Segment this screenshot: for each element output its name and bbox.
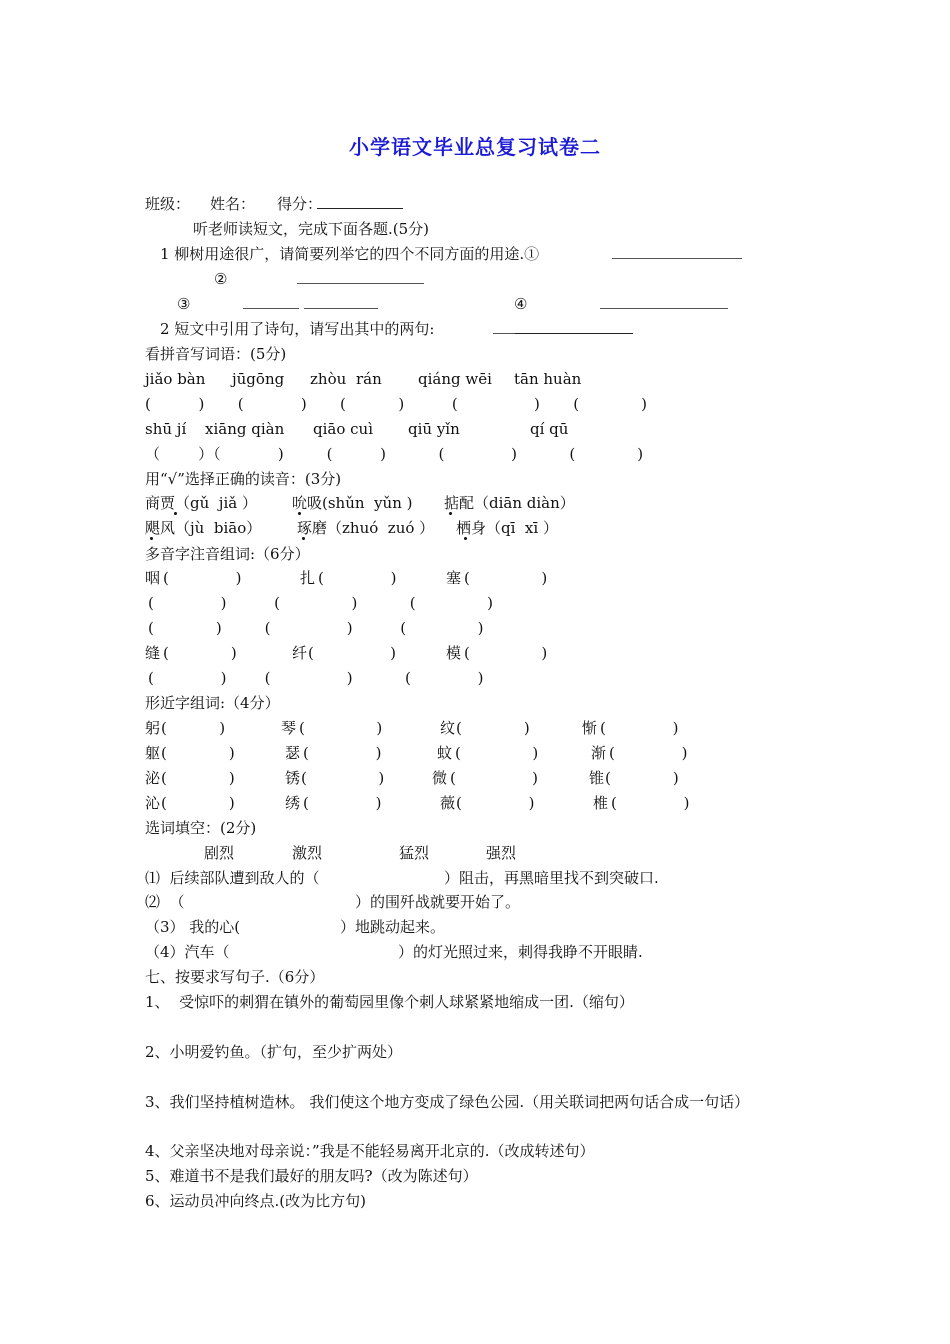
polyphone-char: 缝 <box>145 644 161 662</box>
word-option: 强烈 <box>486 844 517 862</box>
fill-item-3-start: （3） 我的心( <box>145 918 241 936</box>
polyphone-char: 模 <box>446 644 462 662</box>
rewrite-item-6: 6、运动员冲向终点.(改为比方句) <box>145 1192 367 1210</box>
s3-heading: 用“√”选择正确的读音：(3分) <box>145 470 342 488</box>
word-option: 猛烈 <box>399 844 430 862</box>
score-blank[interactable] <box>317 194 403 214</box>
answer-paren[interactable]: ( ) <box>456 794 535 812</box>
s1-marker-4: ④ <box>514 295 528 313</box>
answer-paren[interactable]: ( ) <box>456 719 530 737</box>
rewrite-item-2: 2、小明爱钓鱼。（扩句，至少扩两处） <box>145 1043 403 1061</box>
pinyin-8: xiāng qiàn <box>205 420 285 438</box>
s1-marker-2: ② <box>214 270 228 288</box>
s2-heading: 看拼音写词语：(5分) <box>145 345 287 363</box>
word-option: 剧烈 <box>204 844 235 862</box>
answer-paren[interactable]: ( ) <box>161 769 235 787</box>
reading-item[interactable]: 飓风（jù biāo） <box>145 519 262 537</box>
pinyin-4: rán <box>356 370 382 388</box>
pinyin-7: shū jí <box>145 420 187 438</box>
answer-row[interactable]: ( ) ( ) ( ) <box>148 619 484 637</box>
score-label: 得分： <box>277 195 323 213</box>
emphasis-dot <box>449 512 452 515</box>
answer-paren[interactable]: ( ) <box>301 769 385 787</box>
polyphone-char: 咽 <box>145 569 161 587</box>
emphasis-dot <box>298 512 301 515</box>
emphasis-dot <box>174 512 177 515</box>
fill-item-4-end: ）的灯光照过来，刺得我睁不开眼睛. <box>398 943 643 961</box>
pinyin-5: qiáng wēi <box>418 370 492 388</box>
similar-char: 瑟 <box>285 744 301 762</box>
rewrite-item-1: 1、 受惊吓的刺猬在镇外的葡萄园里像个刺人球紧紧地缩成一团.（缩句） <box>145 993 634 1011</box>
similar-char: 锈 <box>285 769 301 787</box>
pinyin-3: zhòu <box>310 370 347 388</box>
s5-heading: 形近字组词:（4分） <box>145 694 280 712</box>
similar-char: 绣 <box>285 794 301 812</box>
name-label: 姓名： <box>210 195 256 213</box>
answer-paren[interactable]: ( ) <box>163 644 237 662</box>
s4-heading: 多音字注音组词:（6分） <box>145 545 310 563</box>
polyphone-char: 纤 <box>292 644 308 662</box>
similar-char: 泌 <box>145 769 161 787</box>
answer-paren[interactable]: ( ) <box>464 569 548 587</box>
answer-paren[interactable]: ( ) <box>308 644 396 662</box>
rewrite-item-5: 5、难道书不是我们最好的朋友吗?（改为陈述句） <box>145 1167 478 1185</box>
fill-item-4-start: （4）汽车（ <box>145 943 230 961</box>
reading-item[interactable]: 琢磨（zhuó zuó ） <box>297 519 435 537</box>
s1-answer1-blank[interactable] <box>612 244 742 264</box>
emphasis-dot <box>302 537 305 540</box>
similar-char: 渐 <box>591 744 607 762</box>
answer-row[interactable]: ( ) ( ) ( ) <box>148 594 494 612</box>
pinyin-11: qí qū <box>530 420 569 438</box>
answer-paren[interactable]: ( ) <box>600 719 679 737</box>
similar-char: 躬 <box>145 719 161 737</box>
answer-paren[interactable]: ( ) <box>450 769 538 787</box>
similar-char: 椎 <box>593 794 609 812</box>
polyphone-char: 塞 <box>446 569 462 587</box>
class-label: 班级： <box>145 195 191 213</box>
s6-heading: 选词填空：(2分) <box>145 819 257 837</box>
emphasis-dot <box>464 537 467 540</box>
similar-char: 薇 <box>440 794 456 812</box>
s7-heading: 七、按要求写句子.（6分） <box>145 968 325 986</box>
answer-paren[interactable]: ( ) <box>161 794 235 812</box>
similar-char: 躯 <box>145 744 161 762</box>
similar-char: 纹 <box>440 719 456 737</box>
answer-paren[interactable]: ( ) <box>303 794 382 812</box>
answer-paren[interactable]: ( ) <box>611 794 690 812</box>
s1-intro: 听老师读短文，完成下面各题.(5分) <box>193 220 430 238</box>
answer-paren[interactable]: ( ) <box>163 569 242 587</box>
similar-char: 锥 <box>589 769 605 787</box>
answer-paren[interactable]: ( ) <box>455 744 539 762</box>
answer-paren[interactable]: ( ) <box>299 719 383 737</box>
s1-q2: 2 短文中引用了诗句，请写出其中的两句: <box>160 320 435 338</box>
fill-item-3-end: ）地跳动起来。 <box>340 918 446 936</box>
pinyin-10: qiū yǐn <box>408 420 460 438</box>
polyphone-char: 扎 <box>300 569 316 587</box>
emphasis-dot <box>150 537 153 540</box>
answer-paren[interactable]: ( ) <box>609 744 688 762</box>
s1-q2-blank[interactable] <box>493 319 633 339</box>
word-option: 激烈 <box>292 844 323 862</box>
s1-answer4-blank[interactable] <box>600 294 728 314</box>
reading-item[interactable]: 吮吸(shǔn yǔn ) <box>292 494 413 512</box>
answer-paren[interactable]: ( ) <box>464 644 548 662</box>
pinyin-2: jūgōng <box>232 370 285 388</box>
answer-paren[interactable]: ( ) <box>161 719 226 737</box>
answer-paren[interactable]: ( ) <box>161 744 235 762</box>
similar-char: 惭 <box>582 719 598 737</box>
pinyin-1: jiǎo bàn <box>145 370 206 388</box>
reading-item[interactable]: 掂配（diān diàn） <box>444 494 575 512</box>
pinyin-6: tān huàn <box>514 370 582 388</box>
pinyin-9: qiāo cuì <box>313 420 373 438</box>
similar-char: 沁 <box>145 794 161 812</box>
s1-marker-3: ③ <box>177 295 191 313</box>
s1-answer3-blank[interactable] <box>243 294 378 314</box>
similar-char: 蚊 <box>437 744 453 762</box>
reading-item[interactable]: 栖身（qī xī ） <box>456 519 558 537</box>
fill-item-2-end: ）的围歼战就要开始了。 <box>355 893 521 911</box>
fill-item-1-start: ⑴ 后续部队遭到敌人的（ <box>145 869 320 887</box>
answer-paren[interactable]: ( ) <box>303 744 382 762</box>
s1-answer2-blank[interactable] <box>297 269 424 289</box>
s1-q1: 1 柳树用途很广，请简要列举它的四个不同方面的用途.① <box>160 245 540 263</box>
fill-item-2-start: ⑵ （ <box>145 893 185 911</box>
reading-item[interactable]: 商贾（gǔ jiǎ ） <box>145 494 257 512</box>
answer-row[interactable]: ( ) ( ) ( ) ( ) ( ) <box>145 395 647 413</box>
similar-char: 琴 <box>281 719 297 737</box>
answer-paren[interactable]: ( ) <box>605 769 679 787</box>
answer-row[interactable]: （ ）（ ) ( ) ( ) ( ) <box>145 445 644 463</box>
similar-char: 微 <box>432 769 448 787</box>
fill-item-1-end: ）阻击，再黑暗里找不到突破口. <box>444 869 659 887</box>
page-title: 小学语文毕业总复习试卷二 <box>349 135 601 159</box>
rewrite-item-3: 3、我们坚持植树造林。 我们使这个地方变成了绿色公园.（用关联词把两句话合成一句话） <box>145 1093 750 1111</box>
answer-paren[interactable]: ( ) <box>318 569 397 587</box>
answer-row[interactable]: ( ) ( ) ( ) <box>148 669 484 687</box>
rewrite-item-4: 4、父亲坚决地对母亲说：”我是不能轻易离开北京的.（改成转述句） <box>145 1142 595 1160</box>
